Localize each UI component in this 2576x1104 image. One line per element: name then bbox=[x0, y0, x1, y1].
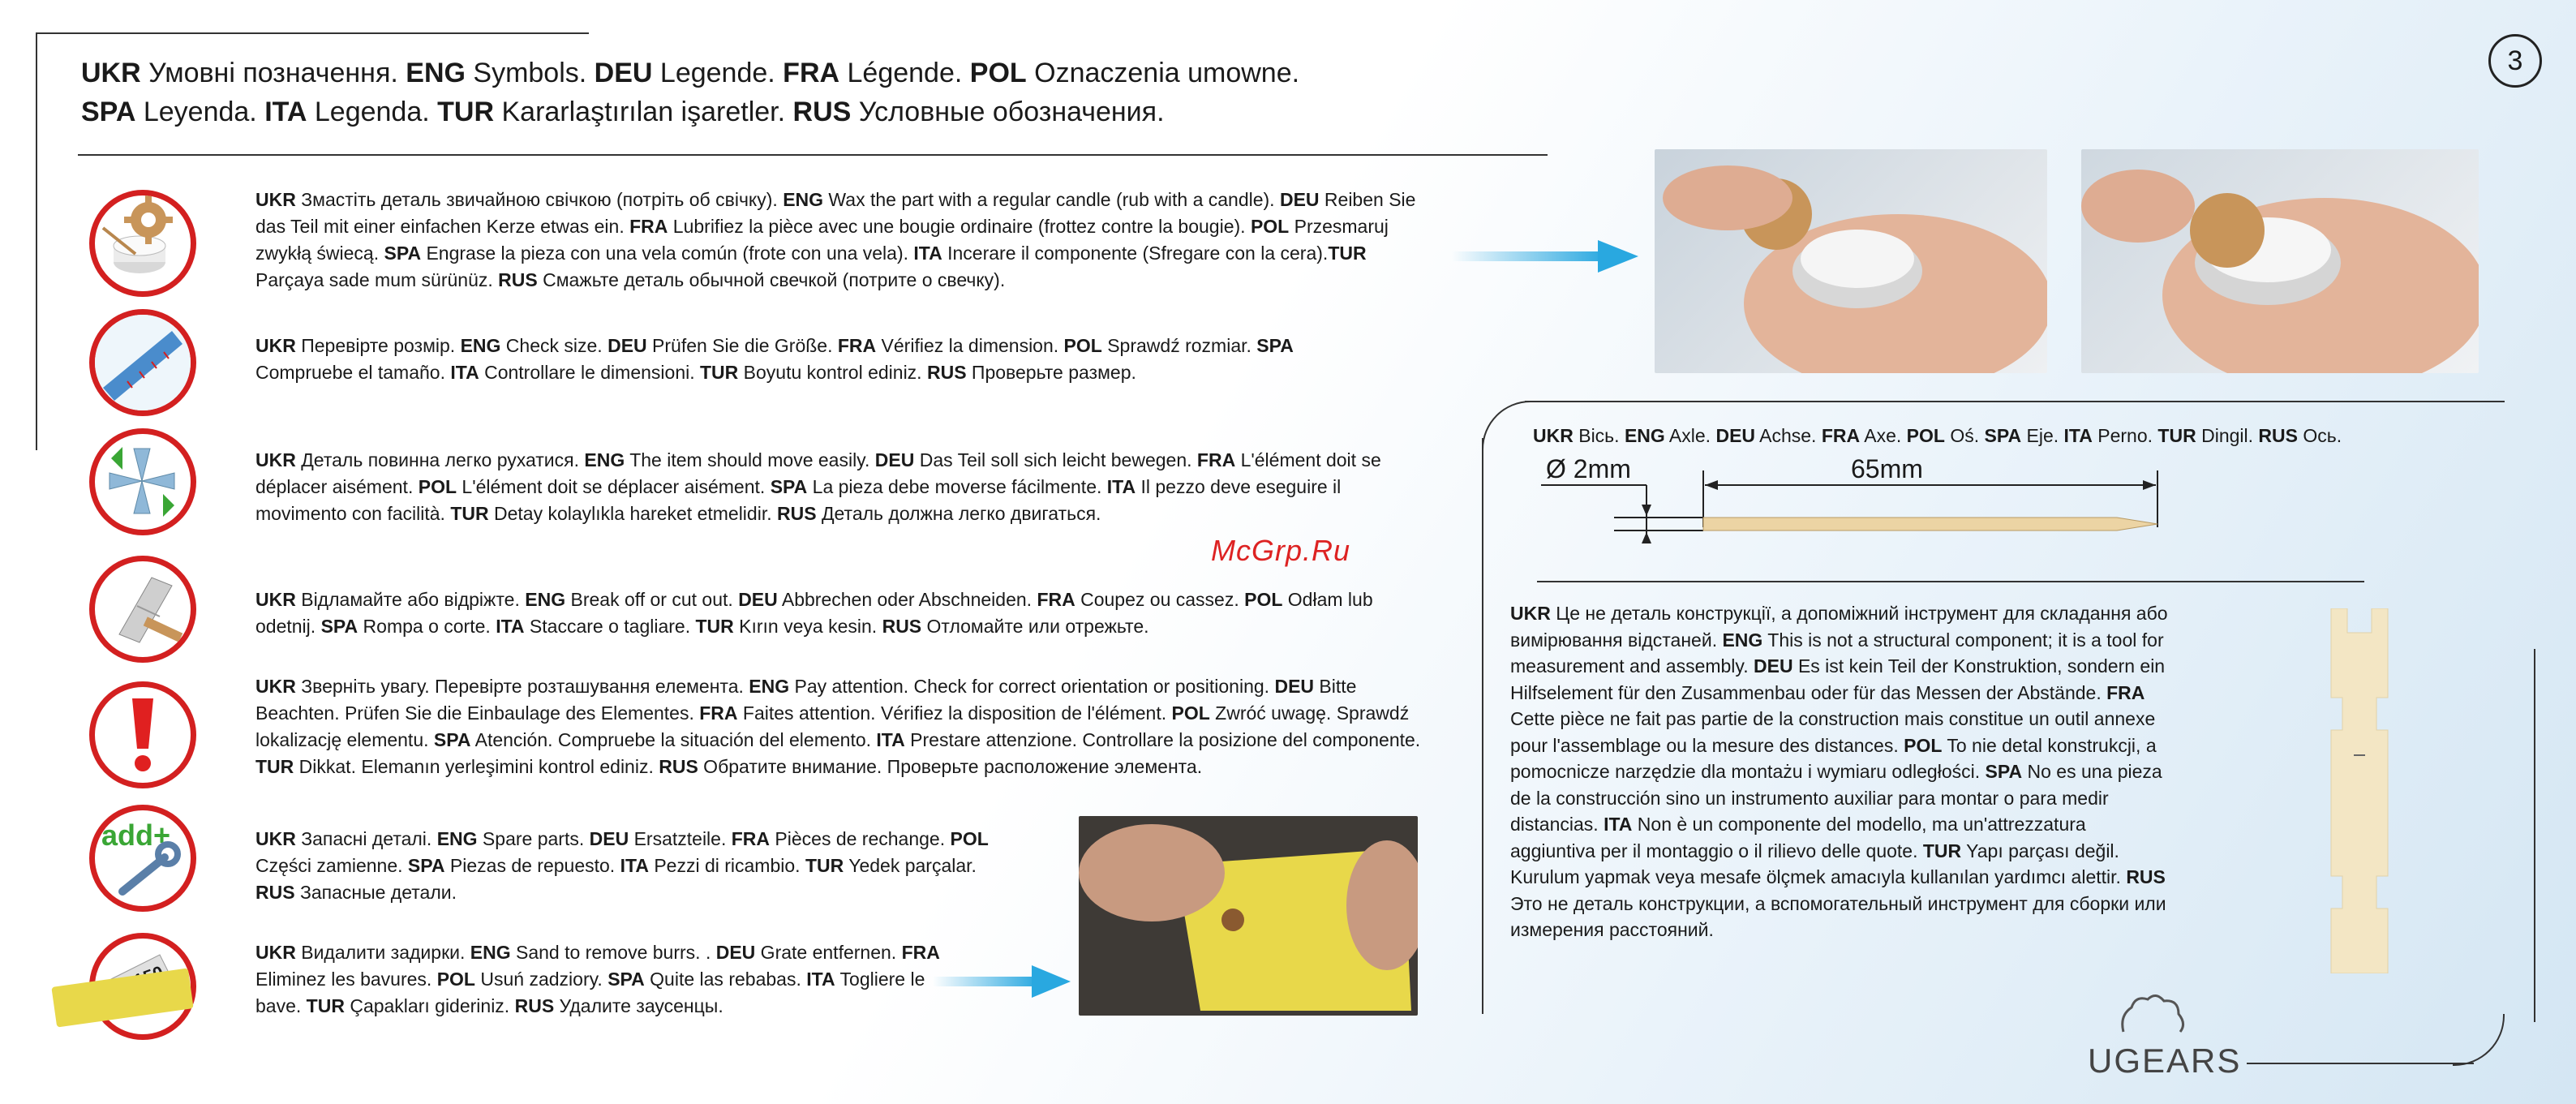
legend-text: Умовні позначення. bbox=[140, 58, 406, 88]
language-code: SPA bbox=[770, 476, 808, 497]
knife-icon bbox=[89, 556, 196, 663]
legend-text: Legende. bbox=[652, 58, 784, 88]
legend-text: Запасные детали. bbox=[294, 882, 457, 903]
language-code: ITA bbox=[264, 97, 307, 127]
legend-text: Pay attention. Check for correct orientation or positioning. bbox=[789, 676, 1275, 697]
legend-text: Break off or cut out. bbox=[565, 589, 739, 610]
language-code: DEU bbox=[608, 335, 647, 356]
axle-frame-curve bbox=[1482, 401, 1532, 451]
legend-text: Non è un componente del modello, ma un'attrezzatura aggiuntiva per il montaggio o il rilievo delle quote. bbox=[1510, 814, 2086, 861]
language-code: TUR bbox=[1922, 840, 1962, 861]
language-code: RUS bbox=[777, 503, 817, 524]
language-code: RUS bbox=[792, 97, 852, 127]
spare-parts-label: add+ bbox=[101, 818, 171, 852]
language-code: ITA bbox=[1604, 814, 1633, 835]
legend-row-size bbox=[255, 333, 1342, 386]
language-code: SPA bbox=[384, 243, 422, 264]
language-code: DEU bbox=[738, 589, 778, 610]
language-code: DEU bbox=[589, 828, 629, 849]
legend-text: Check size. bbox=[500, 335, 608, 356]
axle-title bbox=[1533, 425, 2342, 447]
legend-text: Zwróć uwagę. Sprawdź lokalizację elementu. bbox=[255, 702, 1410, 750]
language-code: ENG bbox=[460, 335, 501, 356]
legend-text: Achse. bbox=[1755, 425, 1822, 446]
legend-text: Wax the part with a regular candle (rub with a candle). bbox=[823, 189, 1280, 210]
legend-text: Engrase la pieza con una vela común (frote con una vela). bbox=[421, 243, 914, 264]
language-code: ITA bbox=[913, 243, 942, 264]
language-code: SPA bbox=[608, 969, 645, 990]
language-code: TUR bbox=[805, 855, 844, 876]
legend-text: Видалити задирки. bbox=[295, 942, 470, 963]
legend-text: Odłam lub odetnij. bbox=[255, 589, 1373, 637]
legend-text: Detay kolaylıkla hareket etmelidir. bbox=[488, 503, 777, 524]
language-code: ENG bbox=[584, 449, 625, 470]
legend-text: Kararlaştırılan işaretler. bbox=[494, 97, 793, 127]
language-code: RUS bbox=[514, 995, 555, 1016]
language-code: RUS bbox=[659, 756, 698, 777]
header-line-2 bbox=[81, 92, 1541, 131]
legend-text: To nie detal konstrukcji, a pomocnicze narzędzie dla montażu i wymiaru odległości. bbox=[1510, 734, 2157, 782]
language-code: ITA bbox=[496, 616, 525, 637]
language-code: ENG bbox=[470, 942, 511, 963]
language-code: RUS bbox=[255, 882, 295, 903]
left-frame-rule bbox=[36, 32, 37, 450]
legend-text: Pièces de rechange. bbox=[770, 828, 951, 849]
language-code: DEU bbox=[1279, 189, 1320, 210]
language-code: POL bbox=[1244, 589, 1283, 610]
sanding-photo bbox=[1079, 816, 1418, 1016]
language-code: SPA bbox=[320, 616, 358, 637]
language-code: UKR bbox=[81, 58, 141, 88]
legend-row-sand bbox=[255, 939, 969, 1020]
language-code: TUR bbox=[700, 362, 739, 383]
legend-text: Incerare il componente (Sfregare con la cera). bbox=[942, 243, 1329, 264]
language-code: UKR bbox=[255, 189, 296, 210]
arrow-to-candle-photos bbox=[1452, 240, 1638, 273]
legend-row-spare bbox=[255, 826, 1018, 906]
header-line-1 bbox=[81, 54, 1541, 92]
language-code: ENG bbox=[1722, 629, 1763, 651]
language-code: TUR bbox=[695, 616, 734, 637]
legend-text: Pezzi di ricambio. bbox=[648, 855, 805, 876]
language-code: RUS bbox=[2258, 425, 2298, 446]
axle-length-label: 65mm bbox=[1851, 454, 1923, 483]
legend-text: This is not a structural component; it is a tool for measurement and assembly. bbox=[1510, 629, 2164, 677]
language-code: DEU bbox=[1754, 655, 1793, 677]
legend-text: Togliere le bave. bbox=[255, 969, 925, 1016]
legend-text: Lubrifiez la pièce avec une bougie ordinaire (frottez contre la bougie). bbox=[668, 216, 1251, 237]
tool-note bbox=[1510, 600, 2175, 943]
language-code: SPA bbox=[407, 855, 445, 876]
candle-icon bbox=[89, 190, 196, 297]
language-code: FRA bbox=[1196, 449, 1236, 470]
page-title bbox=[81, 54, 1541, 131]
legend-text: Atención. Compruebe la situación del elemento. bbox=[470, 729, 877, 750]
attention-icon bbox=[89, 681, 196, 788]
legend-text: Dikkat. Elemanın yerleşimini kontrol ediniz. bbox=[294, 756, 659, 777]
legend-text: Отломайте или отрежьте. bbox=[921, 616, 1149, 637]
language-code: ENG bbox=[783, 189, 824, 210]
legend-text: Prestare attenzione. Controllare la posizione del componente. bbox=[904, 729, 1421, 750]
legend-text: Il pezzo deve eseguire il movimento con facilità. bbox=[255, 476, 1342, 524]
legend-text: Kırın veya kesin. bbox=[733, 616, 882, 637]
language-code: ENG bbox=[525, 589, 566, 610]
ruler-icon bbox=[89, 309, 196, 416]
legend-text: Es ist kein Teil der Konstruktion, sondern ein Hilfselement für den Zusammenbau oder für das Messen der Abstände. bbox=[1510, 655, 2166, 703]
legend-text: Запасні деталі. bbox=[295, 828, 437, 849]
legend-text: Vérifiez la dimension. bbox=[876, 335, 1064, 356]
legend-text: Usuń zadziory. bbox=[474, 969, 608, 990]
candle-photo-1 bbox=[1655, 149, 2047, 373]
legend-text: Staccare o tagliare. bbox=[524, 616, 696, 637]
legend-text: Perno. bbox=[2092, 425, 2158, 446]
watermark: McGrp.Ru bbox=[1211, 534, 1351, 567]
legend-text: Проверьте размер. bbox=[966, 362, 1136, 383]
language-code: ITA bbox=[1106, 476, 1136, 497]
language-code: UKR bbox=[1533, 425, 1574, 446]
legend-text: Prüfen Sie die Größe. bbox=[646, 335, 838, 356]
language-code: FRA bbox=[2106, 681, 2145, 703]
legend-text: Sand to remove burrs. . bbox=[510, 942, 716, 963]
legend-row-break bbox=[255, 586, 1391, 640]
axle-top-rule bbox=[1525, 401, 2505, 402]
language-code: ENG bbox=[1624, 425, 1665, 446]
legend-text: Legenda. bbox=[307, 97, 438, 127]
language-code: ITA bbox=[450, 362, 479, 383]
legend-text: Відламайте або відріжте. bbox=[295, 589, 526, 610]
language-code: POL bbox=[418, 476, 457, 497]
language-code: ENG bbox=[436, 828, 478, 849]
legend-text: Условные обозначения. bbox=[851, 97, 1165, 127]
language-code: SPA bbox=[1984, 425, 2022, 446]
language-code: FRA bbox=[699, 702, 738, 724]
legend-text: L'élément doit se déplacer aisément. bbox=[255, 449, 1381, 497]
language-code: UKR bbox=[1510, 603, 1551, 624]
language-code: DEU bbox=[1715, 425, 1756, 446]
page-number: 3 bbox=[2488, 34, 2542, 88]
axle-diameter-label: Ø 2mm bbox=[1546, 454, 1631, 483]
ugears-gear-icon bbox=[2115, 991, 2188, 1040]
legend-text: Parçaya sade mum sürünüz. bbox=[255, 269, 499, 290]
header-divider bbox=[78, 154, 1548, 156]
language-code: FRA bbox=[783, 58, 840, 88]
language-code: POL bbox=[1063, 335, 1102, 356]
legend-text: Coupez ou cassez. bbox=[1075, 589, 1245, 610]
legend-text: Przesmaruj zwykłą świecą. bbox=[255, 216, 1389, 264]
spare-parts-icon bbox=[89, 805, 196, 912]
legend-text: Это не деталь конструкции, а вспомогательный инструмент для сборки или измерения расстояний. bbox=[1510, 892, 2166, 940]
legend-text: Oznaczenia umowne. bbox=[1026, 58, 1300, 88]
language-code: ENG bbox=[406, 58, 466, 88]
language-code: TUR bbox=[255, 756, 294, 777]
legend-text: The item should move easily. bbox=[625, 449, 875, 470]
language-code: SPA bbox=[433, 729, 471, 750]
legend-text: Grate entfernen. bbox=[755, 942, 902, 963]
language-code: UKR bbox=[255, 449, 296, 470]
legend-text: Symbols. bbox=[465, 58, 595, 88]
legend-text: Faites attention. Vérifiez la disposition de l'élément. bbox=[737, 702, 1172, 724]
language-code: RUS bbox=[882, 616, 922, 637]
language-code: POL bbox=[969, 58, 1027, 88]
language-code: SPA bbox=[81, 97, 136, 127]
legend-row-attention bbox=[255, 673, 1423, 780]
language-code: DEU bbox=[594, 58, 653, 88]
legend-text: Yapı parçası değil. Kurulum yapmak veya mesafe ölçmek amacıyla kullanılan yardımcı alettir. bbox=[1510, 840, 2127, 887]
language-code: FRA bbox=[1037, 589, 1075, 610]
legend-text: Удалите заусенцы. bbox=[554, 995, 723, 1016]
language-code: UKR bbox=[255, 676, 296, 697]
language-code: FRA bbox=[837, 335, 877, 356]
language-code: POL bbox=[436, 969, 475, 990]
legend-text: L'élément doit se déplacer aisément. bbox=[457, 476, 771, 497]
language-code: RUS bbox=[926, 362, 967, 383]
legend-text: Das Teil soll sich leicht bewegen. bbox=[914, 449, 1197, 470]
language-code: SPA bbox=[1985, 761, 2023, 782]
legend-text: Перевірте розмір. bbox=[295, 335, 461, 356]
language-code: RUS bbox=[498, 269, 538, 290]
legend-text: La pieza debe moverse fácilmente. bbox=[807, 476, 1107, 497]
legend-text: Зверніть увагу. Перевірте розташування елемента. bbox=[295, 676, 749, 697]
legend-text: Piezas de repuesto. bbox=[444, 855, 620, 876]
axle-divider bbox=[1537, 581, 2364, 582]
legend-text: Compruebe el tamaño. bbox=[255, 362, 451, 383]
bottom-right-curve bbox=[2453, 1014, 2505, 1066]
legend-text: Quite las rebabas. bbox=[644, 969, 807, 990]
legend-text: Ersatzteile. bbox=[629, 828, 732, 849]
language-code: DEU bbox=[1274, 676, 1315, 697]
legend-text: Leyenda. bbox=[135, 97, 265, 127]
axle-left-rule bbox=[1482, 438, 1483, 1014]
language-code: ENG bbox=[749, 676, 790, 697]
legend-text: Spare parts. bbox=[477, 828, 590, 849]
language-code: TUR bbox=[306, 995, 345, 1016]
language-code: DEU bbox=[715, 942, 756, 963]
language-code: UKR bbox=[255, 589, 296, 610]
legend-text: Sprawdź rozmiar. bbox=[1101, 335, 1257, 356]
legend-text: Вісь. bbox=[1573, 425, 1625, 446]
language-code: RUS bbox=[2126, 866, 2166, 887]
candle-photo-2 bbox=[2081, 149, 2479, 373]
language-code: POL bbox=[1904, 734, 1943, 756]
language-code: SPA bbox=[1256, 335, 1294, 356]
legend-text: Oś. bbox=[1944, 425, 1985, 446]
legend-row-move bbox=[255, 447, 1423, 527]
language-code: POL bbox=[1171, 702, 1210, 724]
legend-row-wax bbox=[255, 187, 1423, 294]
legend-text: No es una pieza de la construcción sino un instrumento auxiliar para montar o para medir distancias. bbox=[1510, 761, 2162, 835]
legend-text: Ось. bbox=[2297, 425, 2342, 446]
legend-text: Деталь должна легко двигаться. bbox=[816, 503, 1101, 524]
language-code: ITA bbox=[806, 969, 835, 990]
top-left-rule bbox=[36, 32, 589, 34]
legend-text: Rompa o corte. bbox=[358, 616, 496, 637]
legend-text: Yedek parçalar. bbox=[844, 855, 977, 876]
language-code: ITA bbox=[2063, 425, 2093, 446]
legend-text: Смажьте деталь обычной свечкой (потрите о свечку). bbox=[537, 269, 1006, 290]
legend-text: Деталь повинна легко рухатися. bbox=[295, 449, 585, 470]
language-code: FRA bbox=[901, 942, 940, 963]
legend-text: Części zamienne. bbox=[255, 855, 408, 876]
language-code: TUR bbox=[450, 503, 489, 524]
legend-text: Boyutu kontrol ediniz. bbox=[738, 362, 927, 383]
legend-text: Dingil. bbox=[2196, 425, 2259, 446]
arrow-to-sand-photo bbox=[933, 965, 1071, 998]
legend-text: Змастіть деталь звичайною свічкою (потріть об свічку). bbox=[295, 189, 784, 210]
language-code: TUR bbox=[2157, 425, 2196, 446]
language-code: FRA bbox=[1821, 425, 1861, 446]
legend-text: Bitte Beachten. Prüfen Sie die Einbaulage des Elementes. bbox=[255, 676, 1357, 724]
language-code: POL bbox=[950, 828, 989, 849]
measuring-tool-image bbox=[2323, 608, 2396, 973]
language-code: FRA bbox=[731, 828, 771, 849]
legend-text: Légende. bbox=[839, 58, 970, 88]
legend-text: Це не деталь конструкції, а допоміжний інструмент для складання або вимірювання відстаней. bbox=[1510, 603, 2168, 651]
bottom-right-rule bbox=[2247, 1063, 2474, 1064]
axle-diagram bbox=[1533, 462, 2182, 552]
move-icon bbox=[89, 428, 196, 535]
language-code: UKR bbox=[255, 828, 296, 849]
legend-text: Axe. bbox=[1860, 425, 1907, 446]
language-code: ITA bbox=[876, 729, 905, 750]
language-code: ITA bbox=[620, 855, 649, 876]
language-code: UKR bbox=[255, 335, 296, 356]
brand-logo: UGEARS bbox=[2088, 1042, 2242, 1080]
legend-text: Eje. bbox=[2021, 425, 2064, 446]
language-code: TUR bbox=[1328, 243, 1367, 264]
language-code: UKR bbox=[255, 942, 296, 963]
language-code: POL bbox=[1250, 216, 1290, 237]
legend-text: Abbrechen oder Abschneiden. bbox=[777, 589, 1037, 610]
legend-text: Çapakları gideriniz. bbox=[344, 995, 515, 1016]
right-frame-rule bbox=[2534, 649, 2535, 1022]
legend-text: Reiben Sie das Teil mit einer einfachen Kerze etwas ein. bbox=[255, 189, 1416, 237]
language-code: DEU bbox=[874, 449, 915, 470]
language-code: FRA bbox=[629, 216, 668, 237]
legend-text: Axle. bbox=[1664, 425, 1716, 446]
legend-text: Eliminez les bavures. bbox=[255, 969, 437, 990]
legend-text: Обратите внимание. Проверьте расположение элемента. bbox=[698, 756, 1203, 777]
legend-text: Controllare le dimensioni. bbox=[479, 362, 700, 383]
legend-text: Cette pièce ne fait pas partie de la construction mais constitue un outil annexe pour l'assemblage ou la mesure des distances. bbox=[1510, 708, 2156, 756]
language-code: POL bbox=[1906, 425, 1945, 446]
language-code: TUR bbox=[437, 97, 495, 127]
